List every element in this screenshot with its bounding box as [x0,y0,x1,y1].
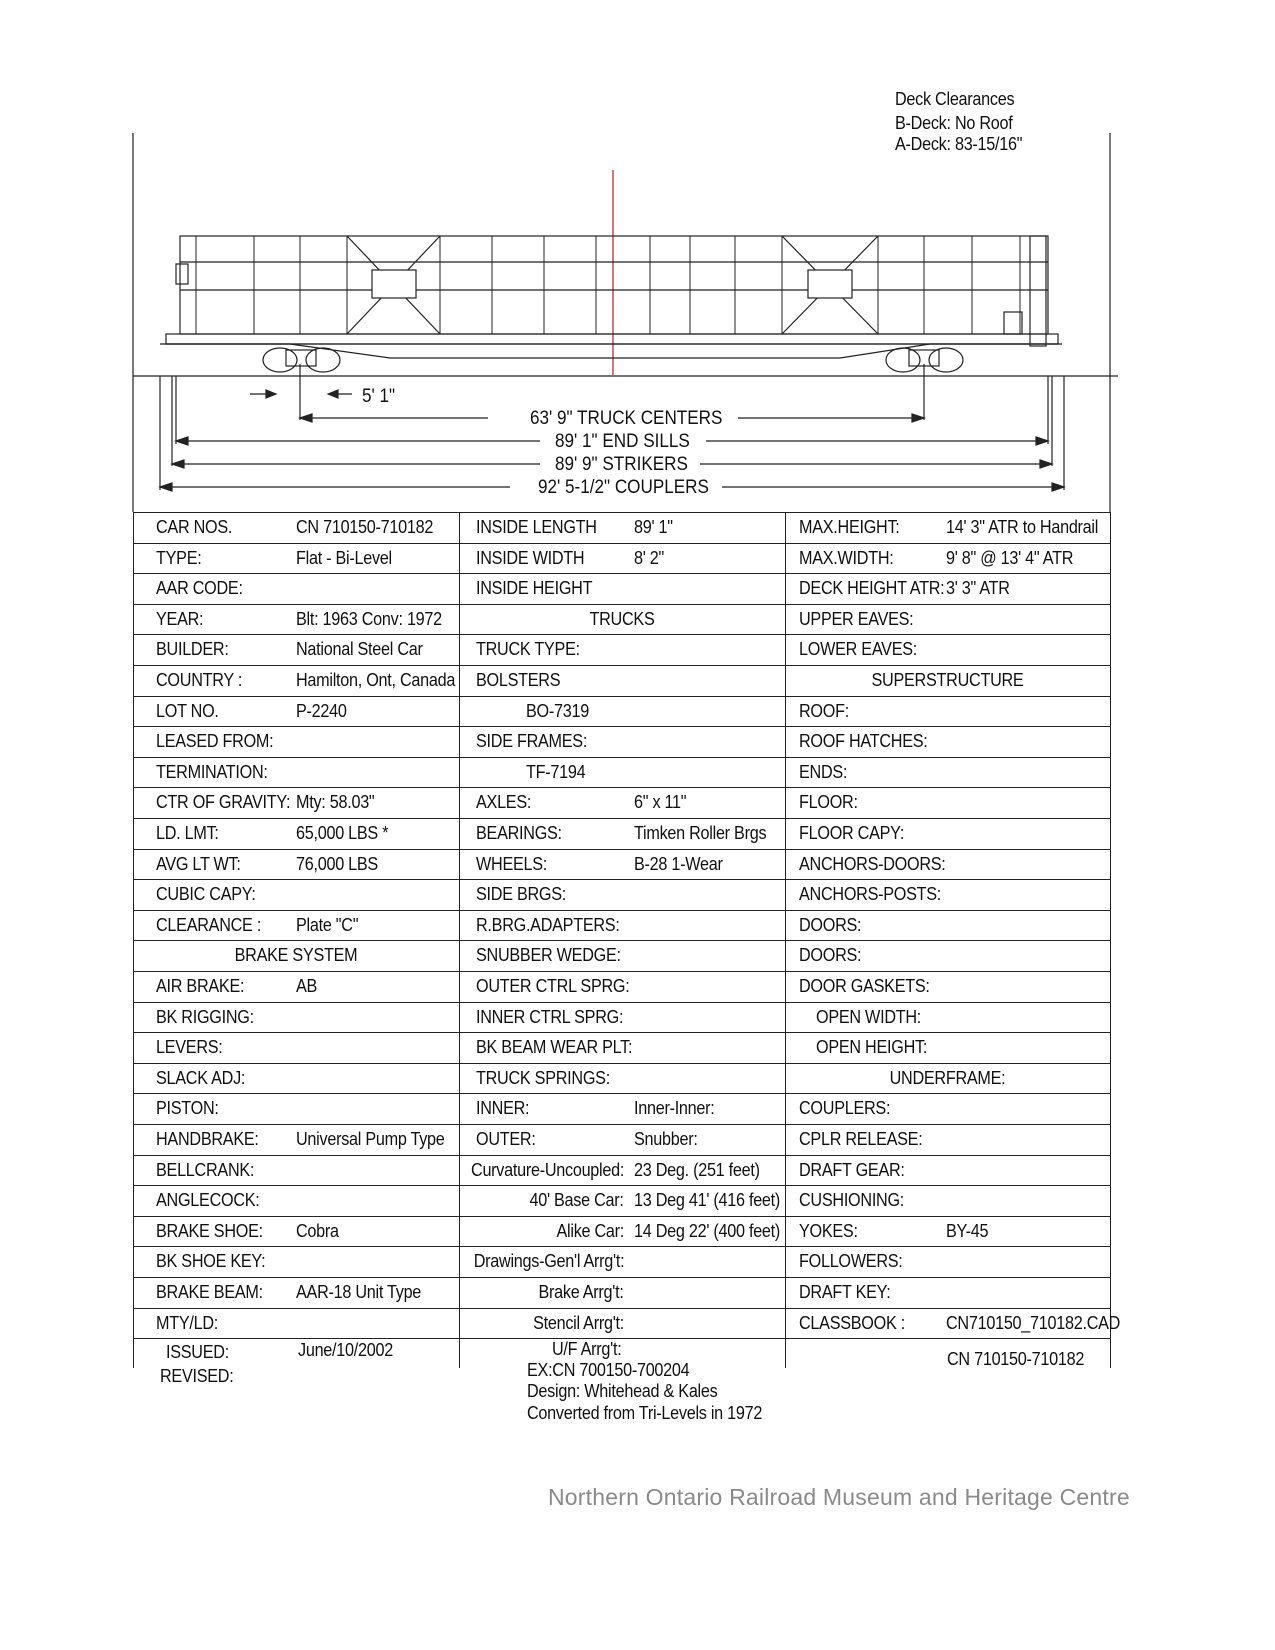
spec-label: YEAR: [156,609,204,629]
spec-label: INSIDE LENGTH [476,517,597,537]
table-rule [133,1124,1110,1125]
spec-label: OUTER CTRL SPRG: [476,976,630,996]
spec-value: BY-45 [946,1221,989,1241]
spec-value: Snubber: [634,1129,698,1149]
spec-value: 89' 1" [634,517,673,537]
table-rule [133,1185,1110,1186]
spec-label: LOWER EAVES: [799,639,917,659]
spec-label: MAX.HEIGHT: [799,517,900,537]
spec-label: INSIDE HEIGHT [476,578,593,598]
spec-label: UPPER EAVES: [799,609,914,629]
spec-value: Hamilton, Ont, Canada [296,670,456,690]
table-column-rule [785,512,786,1368]
spec-label: BUILDER: [156,639,229,659]
spec-label: LEVERS: [156,1037,223,1057]
table-rule [133,849,1110,850]
spec-label: DECK HEIGHT ATR: [799,578,945,598]
table-rule [133,1216,1110,1217]
couplers-dimension: 92' 5-1/2" COUPLERS [538,477,709,498]
table-rule [133,573,1110,574]
spec-label: BK SHOE KEY: [156,1251,266,1271]
spec-value: AB [296,976,318,996]
spec-label: Curvature-Uncoupled: [470,1160,624,1180]
spec-label: AIR BRAKE: [156,976,245,996]
museum-credit: Northern Ontario Railroad Museum and Heritage Centre [548,1484,1130,1510]
table-rule [133,1338,1110,1339]
spec-label: AAR CODE: [156,578,243,598]
end-sills-dimension: 89' 1" END SILLS [555,431,690,452]
spec-label: DOOR GASKETS: [799,976,930,996]
table-rule [133,1308,1110,1309]
table-rule [133,818,1110,819]
spec-label: YOKES: [799,1221,858,1241]
spec-label: CPLR RELEASE: [799,1129,923,1149]
table-rule [133,604,1110,605]
table-rule [133,910,1110,911]
spec-label: ANCHORS-DOORS: [799,854,946,874]
table-rule [133,1093,1110,1094]
spec-label: SIDE BRGS: [476,884,567,904]
spec-label: COUPLERS: [799,1098,891,1118]
deck-clearances-title: Deck Clearances [895,89,1015,109]
spec-label: SNUBBER WEDGE: [476,945,621,965]
spec-value: 3' 3" ATR [946,578,1010,598]
spec-label: PISTON: [156,1098,219,1118]
spec-label: WHEELS: [476,854,548,874]
issued-date: June/10/2002 [298,1340,393,1360]
spec-label: SLACK ADJ: [156,1068,246,1088]
spec-value: Mty: 58.03" [296,792,375,812]
spec-label: Alike Car: [556,1221,624,1241]
spec-value: Timken Roller Brgs [634,823,767,843]
section-header: BRAKE SYSTEM [234,945,358,965]
spec-label: ANGLECOCK: [156,1190,260,1210]
revised-label: REVISED: [160,1366,234,1386]
table-rule [133,1277,1110,1278]
section-header: TRUCKS [589,609,655,629]
spec-label: TRUCK SPRINGS: [476,1068,610,1088]
spec-value: Plate "C" [296,915,359,935]
spec-label: Brake Arrg't: [538,1282,624,1302]
table-rule [133,757,1110,758]
spec-label: TRUCK TYPE: [476,639,580,659]
table-rule [133,696,1110,697]
spec-label: INSIDE WIDTH [476,548,585,568]
spec-label: FLOOR: [799,792,858,812]
spec-label: BEARINGS: [476,823,562,843]
spec-label: DRAFT KEY: [799,1282,891,1302]
issued-label: ISSUED: [166,1342,229,1362]
spec-value: Blt: 1963 Conv: 1972 [296,609,442,629]
table-rule [133,1246,1110,1247]
spec-value: CN710150_710182.CAD [946,1313,1121,1333]
spec-label: MAX.WIDTH: [799,548,894,568]
spec-label: R.BRG.ADAPTERS: [476,915,620,935]
table-rule [133,971,1110,972]
spec-value: AAR-18 Unit Type [296,1282,422,1302]
spec-label: Stencil Arrg't: [533,1313,624,1333]
spec-label: BK BEAM WEAR PLT: [476,1037,633,1057]
spec-label: SIDE FRAMES: [476,731,588,751]
footer-car-numbers: CN 710150-710182 [947,1349,1085,1369]
table-rule [133,940,1110,941]
spec-value: P-2240 [296,701,347,721]
spec-label: OPEN WIDTH: [816,1007,922,1027]
table-rule [133,879,1110,880]
uf-arrangement-label: U/F Arrg't: [552,1339,622,1359]
truck-centers-dimension: 63' 9" TRUCK CENTERS [530,408,723,429]
spec-label: ANCHORS-POSTS: [799,884,942,904]
table-column-rule [459,512,460,1368]
spec-value: 14 Deg 22' (400 feet) [634,1221,781,1241]
spec-value: National Steel Car [296,639,423,659]
spec-value: 14' 3" ATR to Handrail [946,517,1099,537]
spec-label: LOT NO. [156,701,219,721]
spec-value: B-28 1-Wear [634,854,723,874]
strikers-dimension: 89' 9" STRIKERS [555,454,688,475]
deck-clearance-a-deck: A-Deck: 83-15/16" [895,134,1023,154]
spec-label: ENDS: [799,762,848,782]
spec-label: ROOF HATCHES: [799,731,928,751]
spec-label: BK RIGGING: [156,1007,254,1027]
spec-label: DOORS: [799,915,862,935]
spec-label: CUBIC CAPY: [156,884,256,904]
part-number: BO-7319 [526,701,589,721]
spec-value: CN 710150-710182 [296,517,434,537]
section-header: SUPERSTRUCTURE [871,670,1024,690]
spec-label: 40' Base Car: [529,1190,624,1210]
spec-label: BELLCRANK: [156,1160,255,1180]
spec-label: DOORS: [799,945,862,965]
spec-label: CUSHIONING: [799,1190,905,1210]
spec-label: TYPE: [156,548,202,568]
table-rule [133,787,1110,788]
note-design: Design: Whitehead & Kales [527,1381,718,1401]
spec-label: AXLES: [476,792,532,812]
table-column-rule [133,512,134,1368]
spec-label: INNER: [476,1098,530,1118]
spec-label: DRAFT GEAR: [799,1160,905,1180]
spec-label: CLASSBOOK : [799,1313,905,1333]
spec-label: CTR OF GRAVITY: [156,792,291,812]
spec-value: Inner-Inner: [634,1098,715,1118]
spec-value: 23 Deg. (251 feet) [634,1160,760,1180]
spec-value: Flat - Bi-Level [296,548,392,568]
spec-label: MTY/LD: [156,1313,219,1333]
spec-label: LEASED FROM: [156,731,274,751]
note-ex-car-numbers: EX:CN 700150-700204 [527,1360,690,1380]
spec-label: OPEN HEIGHT: [816,1037,928,1057]
spec-label: BOLSTERS [476,670,561,690]
spec-label: AVG LT WT: [156,854,241,874]
spec-label: CAR NOS. [156,517,233,537]
table-rule [133,726,1110,727]
spec-label: COUNTRY : [156,670,243,690]
spec-label: ROOF: [799,701,849,721]
table-rule [133,665,1110,666]
spec-value: 9' 8" @ 13' 4" ATR [946,548,1074,568]
section-header: UNDERFRAME: [889,1068,1006,1088]
spec-value: 76,000 LBS [296,854,378,874]
spec-label: Drawings-Gen'l Arrg't: [473,1251,624,1271]
spec-label: LD. LMT: [156,823,219,843]
spec-label: OUTER: [476,1129,536,1149]
spec-label: TERMINATION: [156,762,268,782]
spec-label: HANDBRAKE: [156,1129,259,1149]
spec-value: Universal Pump Type [296,1129,445,1149]
spec-value: 6" x 11" [634,792,687,812]
table-rule [133,543,1110,544]
spec-label: CLEARANCE : [156,915,262,935]
spec-label: FLOOR CAPY: [799,823,905,843]
table-rule [133,1155,1110,1156]
spec-value: 8' 2" [634,548,665,568]
spec-value: Cobra [296,1221,339,1241]
deck-clearance-b-deck: B-Deck: No Roof [895,113,1013,133]
spec-label: BRAKE BEAM: [156,1282,263,1302]
table-column-rule [1110,512,1111,1368]
table-rule [133,1063,1110,1064]
table-rule [133,1002,1110,1003]
spec-label: INNER CTRL SPRG: [476,1007,624,1027]
part-number: TF-7194 [526,762,586,782]
spec-value: 13 Deg 41' (416 feet) [634,1190,781,1210]
spec-value: 65,000 LBS * [296,823,389,843]
spec-label: BRAKE SHOE: [156,1221,263,1241]
table-rule [133,634,1110,635]
spec-label: FOLLOWERS: [799,1251,903,1271]
note-converted: Converted from Tri-Levels in 1972 [527,1403,763,1423]
table-rule [133,512,1110,513]
axle-spacing-dimension: 5' 1" [362,386,396,407]
table-rule [133,1032,1110,1033]
